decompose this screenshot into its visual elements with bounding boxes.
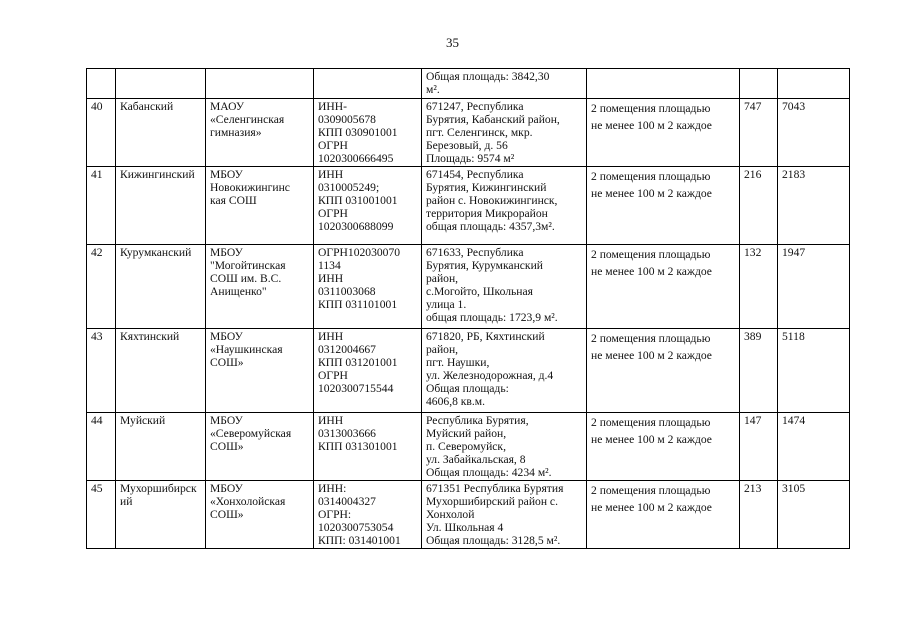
cell-line: Бурятия, Кабанский район, xyxy=(426,113,560,126)
school-cell xyxy=(206,167,314,245)
cell-line: МАОУ xyxy=(210,100,245,113)
cell-line: общая площадь: 4357,3м². xyxy=(426,220,555,233)
district-name: Кижингинский xyxy=(120,168,195,181)
cell-line: м². xyxy=(426,83,440,96)
total-cell: 1947 xyxy=(778,245,850,329)
requisites-cell xyxy=(314,413,422,481)
school-cell xyxy=(206,245,314,329)
capacity-cell: 747 xyxy=(740,99,778,167)
district-name: Кяхтинский xyxy=(120,330,180,343)
empty-cell xyxy=(740,69,778,99)
total-cell: 2183 xyxy=(778,167,850,245)
cell-line: ОГРН102030070 xyxy=(318,246,401,259)
cell-line: Ул. Школьная 4 xyxy=(426,521,504,534)
cell-line: ОГРН xyxy=(318,207,348,220)
schools-table xyxy=(86,68,850,549)
cell-line: пгт. Селенгинск, мкр. xyxy=(426,126,533,139)
cell-line: ОГРН xyxy=(318,139,348,152)
address-cell xyxy=(422,99,587,167)
cell-line: "Могойтинская xyxy=(210,259,286,272)
cell-line: Общая площадь: 4234 м². xyxy=(426,466,552,479)
rooms-cell xyxy=(587,413,740,481)
cell-line: не менее 100 м 2 каждое xyxy=(591,187,712,200)
cell-line: 0309005678 xyxy=(318,113,376,126)
district-cell xyxy=(116,245,206,329)
cell-line: 671820, РБ, Кяхтинский xyxy=(426,330,545,343)
cell-line: КПП 030901001 xyxy=(318,126,398,139)
table-row xyxy=(87,245,850,329)
district-name: Муйский xyxy=(120,414,166,427)
school-cell xyxy=(206,99,314,167)
cell-line: 2 помещения площадью xyxy=(591,416,711,429)
empty-cell xyxy=(587,69,740,99)
table-row xyxy=(87,413,850,481)
page-number: 35 xyxy=(446,35,459,50)
rooms-cell xyxy=(587,329,740,413)
cell-line: Муйский район, xyxy=(426,427,507,440)
empty-cell xyxy=(116,69,206,99)
cell-line: не менее 100 м 2 каждое xyxy=(591,349,712,362)
empty-cell xyxy=(87,69,116,99)
cell-line: 2 помещения площадью xyxy=(591,484,711,497)
cell-line: КПП 031301001 xyxy=(318,440,398,453)
cell-line: ИНН xyxy=(318,330,344,343)
cell-line: 0314004327 xyxy=(318,495,376,508)
address-cell xyxy=(422,69,587,99)
cell-line: СОШ им. В.С. xyxy=(210,272,282,285)
cell-line: МБОУ xyxy=(210,168,243,181)
cell-line: Общая площадь: xyxy=(426,382,509,395)
cell-line: Республика Бурятия, xyxy=(426,414,529,427)
cell-line: 1020300688099 xyxy=(318,220,394,233)
cell-line: Общая площадь: 3128,5 м². xyxy=(426,534,561,547)
requisites-cell xyxy=(314,329,422,413)
cell-line: район, xyxy=(426,272,459,285)
district-cell xyxy=(116,167,206,245)
cell-line: ОГРН xyxy=(318,369,348,382)
district-name: Кабанский xyxy=(120,100,174,113)
cell-line: 1020300666495 xyxy=(318,152,394,165)
cell-line: МБОУ xyxy=(210,330,243,343)
cell-line: КПП 031101001 xyxy=(318,298,398,311)
row-number: 44 xyxy=(87,413,116,481)
school-cell xyxy=(206,413,314,481)
rooms-cell xyxy=(587,167,740,245)
cell-line: общая площадь: 1723,9 м². xyxy=(426,311,558,324)
cell-line: ул. Железнодорожная, д.4 xyxy=(426,369,554,382)
cell-line: 2 помещения площадью xyxy=(591,248,711,261)
cell-line: СОШ» xyxy=(210,356,244,369)
cell-line: 0310005249; xyxy=(318,181,380,194)
cell-line: кая СОШ xyxy=(210,194,257,207)
cell-line: 2 помещения площадью xyxy=(591,170,711,183)
cell-line: 2 помещения площадью xyxy=(591,332,711,345)
cell-line: 1134 xyxy=(318,259,341,272)
district-name: Мухоршибирский xyxy=(120,482,197,508)
cell-line: 671454, Республика xyxy=(426,168,524,181)
empty-cell xyxy=(314,69,422,99)
cell-line: не менее 100 м 2 каждое xyxy=(591,501,712,514)
cell-line: СОШ» xyxy=(210,440,244,453)
capacity-cell: 213 xyxy=(740,481,778,549)
requisites-cell xyxy=(314,481,422,549)
cell-line: Бурятия, Курумканский xyxy=(426,259,543,272)
total-cell: 3105 xyxy=(778,481,850,549)
requisites-cell xyxy=(314,167,422,245)
cell-line: п. Северомуйск, xyxy=(426,440,506,453)
table-row xyxy=(87,99,850,167)
cell-line: КПП: 031401001 xyxy=(318,534,401,547)
cell-line: СОШ» xyxy=(210,508,244,521)
cell-line: МБОУ xyxy=(210,246,243,259)
cell-line: не менее 100 м 2 каждое xyxy=(591,119,712,132)
row-number: 42 xyxy=(87,245,116,329)
address-cell xyxy=(422,413,587,481)
cell-line: ОГРН: xyxy=(318,508,352,521)
cell-line: ИНН: xyxy=(318,482,347,495)
cell-line: 1020300715544 xyxy=(318,382,394,395)
address-cell xyxy=(422,167,587,245)
rooms-cell xyxy=(587,245,740,329)
cell-line: 0313003666 xyxy=(318,427,376,440)
cell-line: Березовый, д. 56 xyxy=(426,139,508,152)
cell-line: КПП 031201001 xyxy=(318,356,398,369)
cell-line: Новокижингинс xyxy=(210,181,290,194)
table-row xyxy=(87,329,850,413)
cell-line: МБОУ xyxy=(210,482,243,495)
table-row-carryover xyxy=(87,69,850,99)
cell-line: улица 1. xyxy=(426,298,467,311)
school-cell xyxy=(206,481,314,549)
cell-line: Мухоршибирский район с. xyxy=(426,495,558,508)
cell-line: ИНН- xyxy=(318,100,347,113)
total-cell: 1474 xyxy=(778,413,850,481)
district-cell xyxy=(116,99,206,167)
district-cell xyxy=(116,481,206,549)
cell-line: «Северомуйская xyxy=(210,427,292,440)
rooms-cell xyxy=(587,481,740,549)
cell-line: 671247, Республика xyxy=(426,100,524,113)
cell-line: МБОУ xyxy=(210,414,243,427)
address-cell xyxy=(422,481,587,549)
cell-line: 2 помещения площадью xyxy=(591,102,711,115)
cell-line: «Наушкинская xyxy=(210,343,283,356)
cell-line: 0312004667 xyxy=(318,343,376,356)
row-number: 41 xyxy=(87,167,116,245)
cell-line: ИНН xyxy=(318,272,344,285)
cell-line: ИНН xyxy=(318,168,344,181)
total-cell: 7043 xyxy=(778,99,850,167)
total-cell: 5118 xyxy=(778,329,850,413)
cell-line: гимназия» xyxy=(210,126,262,139)
cell-line: район с. Новокижингинск, xyxy=(426,194,558,207)
cell-line: Бурятия, Кижингинский xyxy=(426,181,547,194)
row-number: 43 xyxy=(87,329,116,413)
cell-line: Хонхолой xyxy=(426,508,475,521)
cell-line: ул. Забайкальская, 8 xyxy=(426,453,526,466)
address-cell xyxy=(422,329,587,413)
district-name: Курумканский xyxy=(120,246,192,259)
cell-line: 0311003068 xyxy=(318,285,376,298)
cell-line: пгт. Наушки, xyxy=(426,356,490,369)
district-cell xyxy=(116,329,206,413)
capacity-cell: 389 xyxy=(740,329,778,413)
cell-line: с.Могойто, Школьная xyxy=(426,285,533,298)
empty-cell xyxy=(778,69,850,99)
table-row xyxy=(87,167,850,245)
cell-line: район, xyxy=(426,343,459,356)
capacity-cell: 132 xyxy=(740,245,778,329)
cell-line: 1020300753054 xyxy=(318,521,394,534)
cell-line: 671633, Республика xyxy=(426,246,524,259)
cell-line: ИНН xyxy=(318,414,344,427)
capacity-cell: 216 xyxy=(740,167,778,245)
row-number: 45 xyxy=(87,481,116,549)
cell-line: Площадь: 9574 м² xyxy=(426,152,515,165)
table-row xyxy=(87,481,850,549)
requisites-cell xyxy=(314,245,422,329)
cell-line: 4606,8 кв.м. xyxy=(426,395,486,408)
requisites-cell xyxy=(314,99,422,167)
cell-line: не менее 100 м 2 каждое xyxy=(591,265,712,278)
empty-cell xyxy=(206,69,314,99)
cell-line: 671351 Республика Бурятия xyxy=(426,482,564,495)
capacity-cell: 147 xyxy=(740,413,778,481)
cell-line: территория Микрорайон xyxy=(426,207,548,220)
rooms-cell xyxy=(587,99,740,167)
address-cell xyxy=(422,245,587,329)
district-cell xyxy=(116,413,206,481)
cell-line: КПП 031001001 xyxy=(318,194,398,207)
cell-line: «Хонхолойская xyxy=(210,495,286,508)
row-number: 40 xyxy=(87,99,116,167)
cell-line: Общая площадь: 3842,30 xyxy=(426,70,550,83)
cell-line: «Селенгинская xyxy=(210,113,285,126)
cell-line: не менее 100 м 2 каждое xyxy=(591,433,712,446)
cell-line: Анищенко" xyxy=(210,285,267,298)
school-cell xyxy=(206,329,314,413)
